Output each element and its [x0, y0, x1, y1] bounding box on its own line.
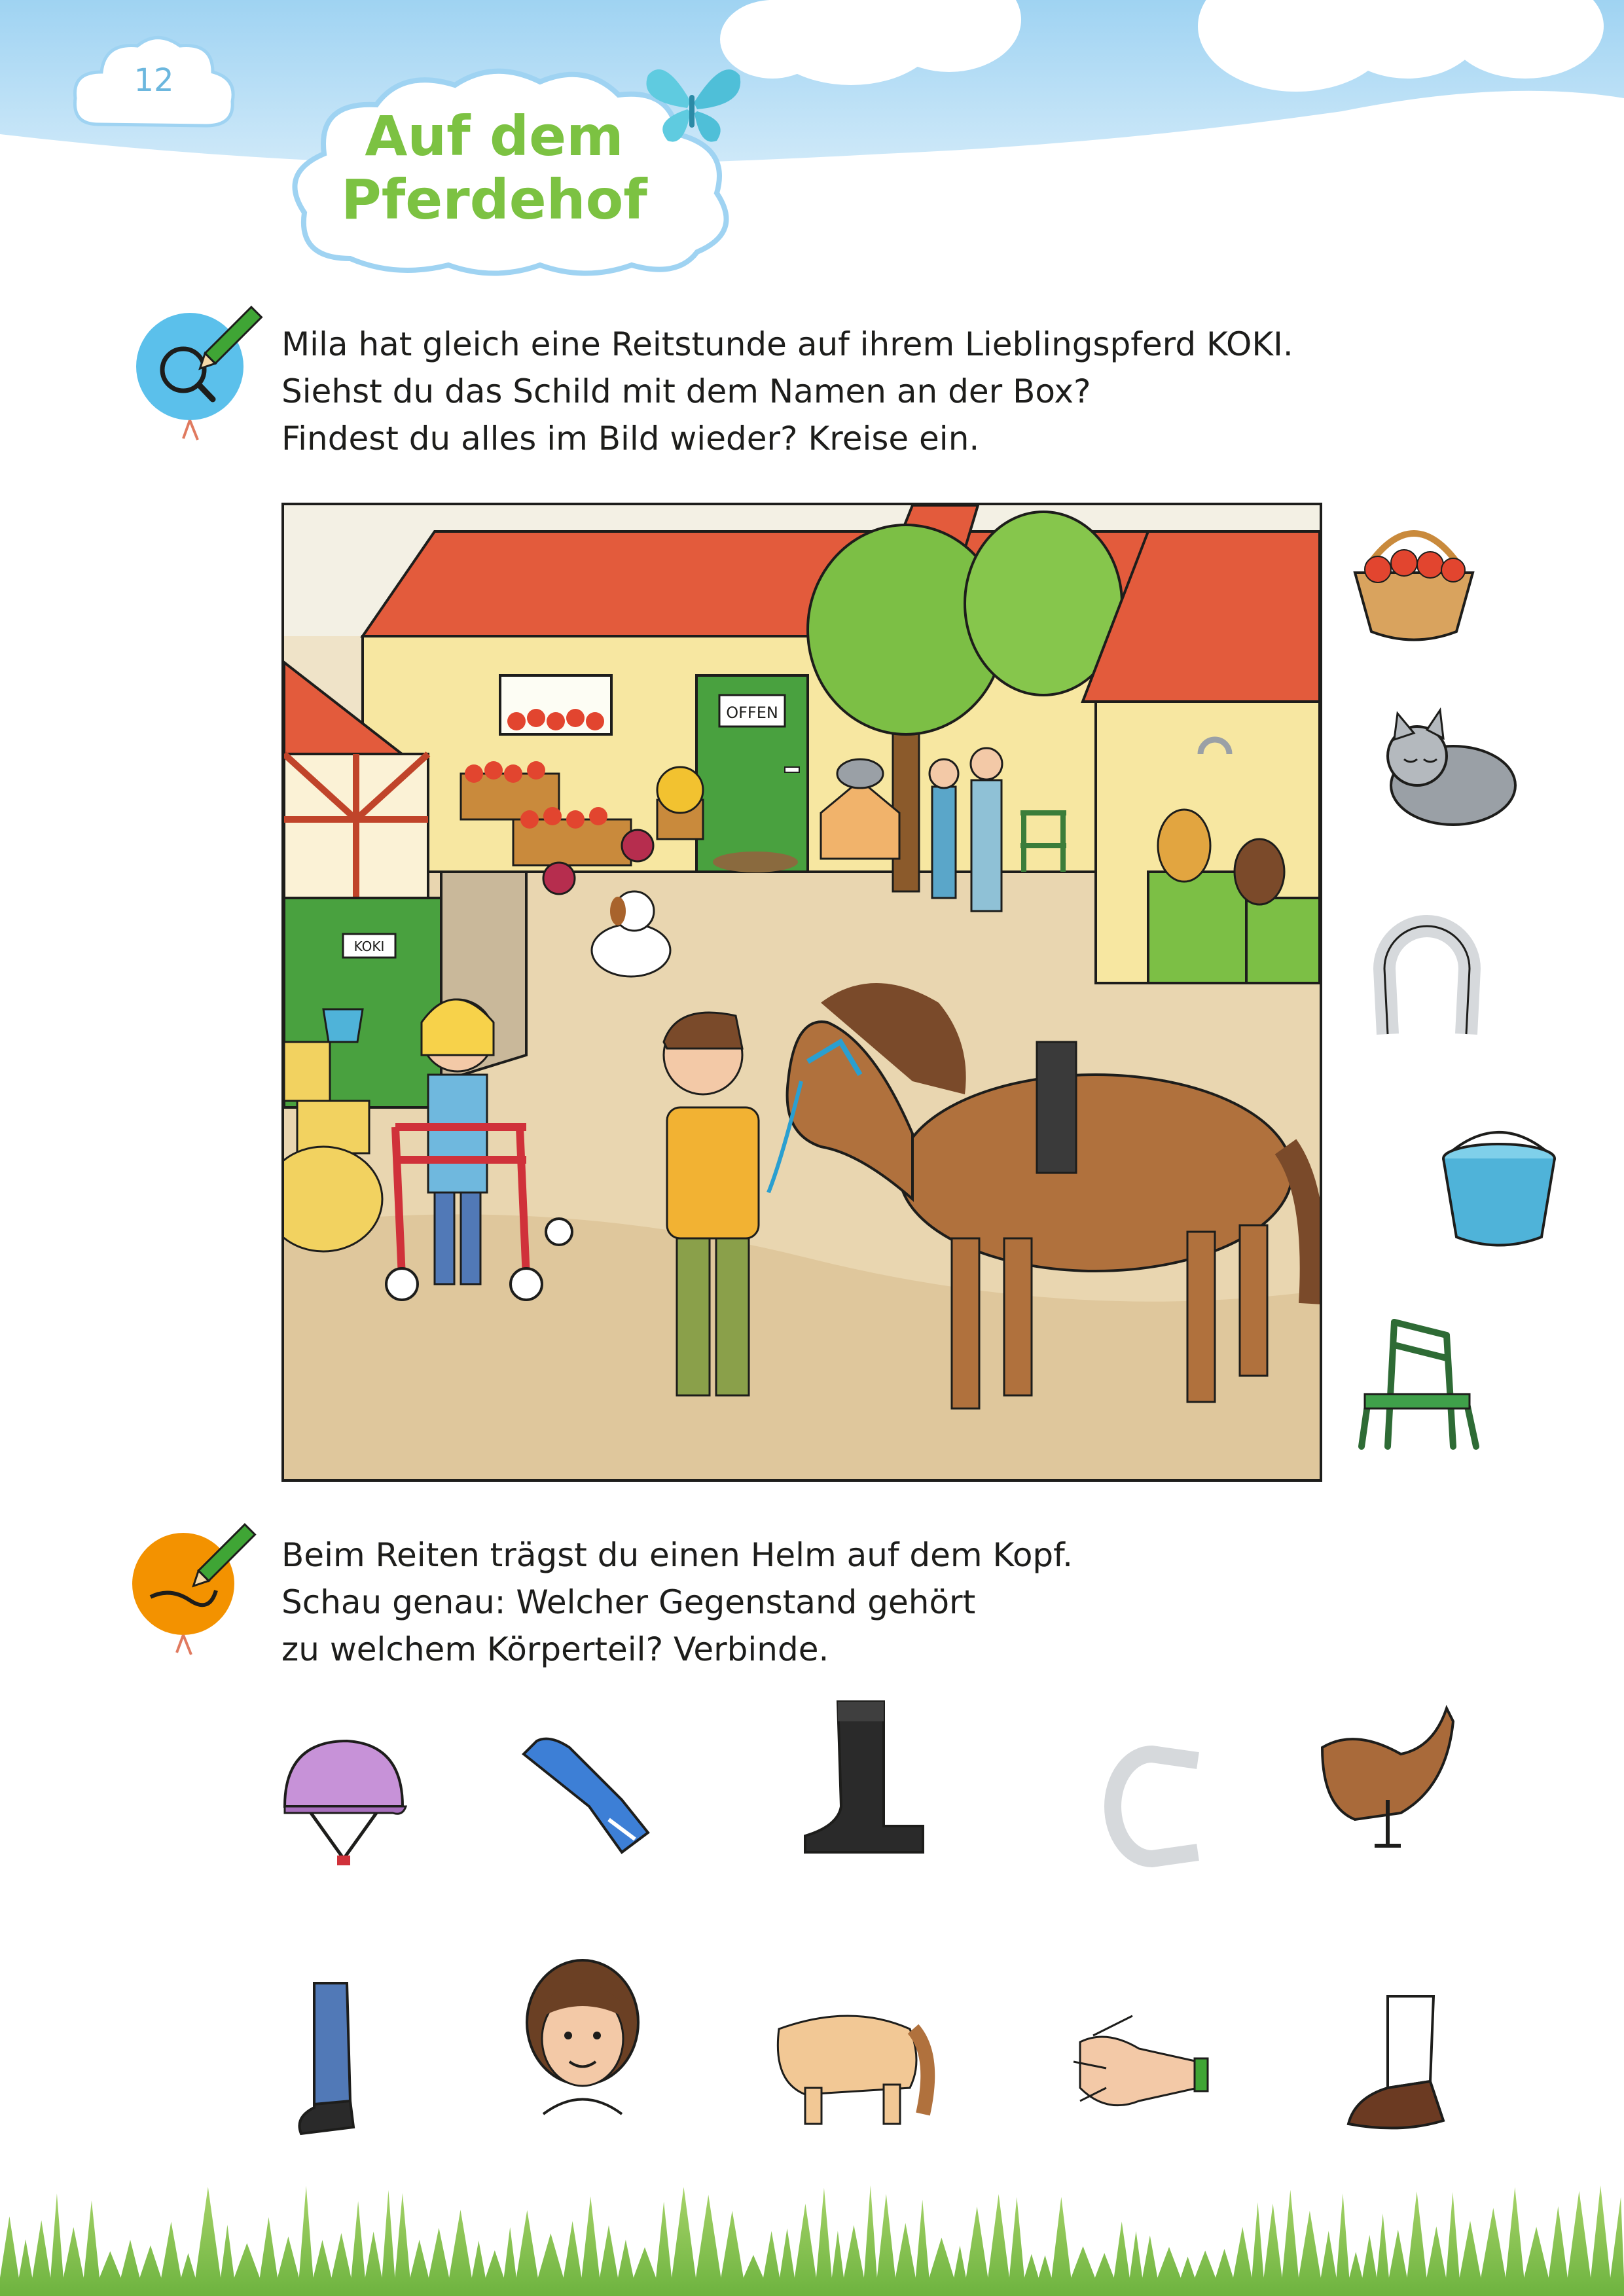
girl-head-icon[interactable]	[517, 1950, 648, 2121]
page-number: 12	[134, 62, 174, 99]
sky-header	[0, 0, 1624, 236]
strawberry-basket-icon[interactable]	[1342, 507, 1486, 651]
horseshoe-icon[interactable]	[1080, 1734, 1224, 1878]
task2-line: zu welchem Körperteil? Verbinde.	[281, 1630, 829, 1668]
hoof-icon[interactable]	[1329, 1990, 1460, 2134]
task1-line: Findest du alles im Bild wieder? Kreise ein.	[281, 420, 980, 457]
task2-instructions	[281, 1532, 1073, 1673]
task2-line: Schau genau: Welcher Gegenstand gehört	[281, 1583, 976, 1621]
grass-footer	[0, 2173, 1624, 2296]
horseshoe-icon[interactable]	[1355, 903, 1499, 1047]
task1-instructions	[281, 321, 1293, 462]
leg-icon[interactable]	[288, 1977, 386, 2140]
page-title	[324, 105, 664, 231]
riding-glove-icon[interactable]	[511, 1728, 655, 1872]
sign-koki: KOKI	[353, 939, 385, 954]
saddle-icon[interactable]	[1316, 1695, 1460, 1859]
page-title-line1: Auf dem	[365, 104, 624, 168]
task1-line: Mila hat gleich eine Reitstunde auf ihrem Lieblingspferd KOKI.	[281, 325, 1293, 363]
page-title-line2: Pferdehof	[341, 167, 647, 232]
horse-back-icon[interactable]	[766, 2003, 936, 2134]
farm-scene-illustration	[284, 505, 1320, 1479]
garden-chair-icon[interactable]	[1348, 1309, 1492, 1453]
bucket-icon[interactable]	[1427, 1113, 1571, 1257]
task2-icon	[118, 1512, 262, 1669]
riding-helmet-icon[interactable]	[272, 1728, 416, 1872]
sign-offen: OFFEN	[726, 704, 778, 722]
task1-line: Siehst du das Schild mit dem Namen an der Box?	[281, 372, 1091, 410]
riding-boot-icon[interactable]	[792, 1695, 936, 1859]
task1-icon	[131, 301, 268, 452]
task2-line: Beim Reiten trägst du einen Helm auf dem Kopf.	[281, 1536, 1074, 1574]
farm-scene[interactable]	[281, 503, 1322, 1482]
hand-icon[interactable]	[1067, 2003, 1224, 2134]
sleeping-cat-icon[interactable]	[1375, 707, 1519, 851]
